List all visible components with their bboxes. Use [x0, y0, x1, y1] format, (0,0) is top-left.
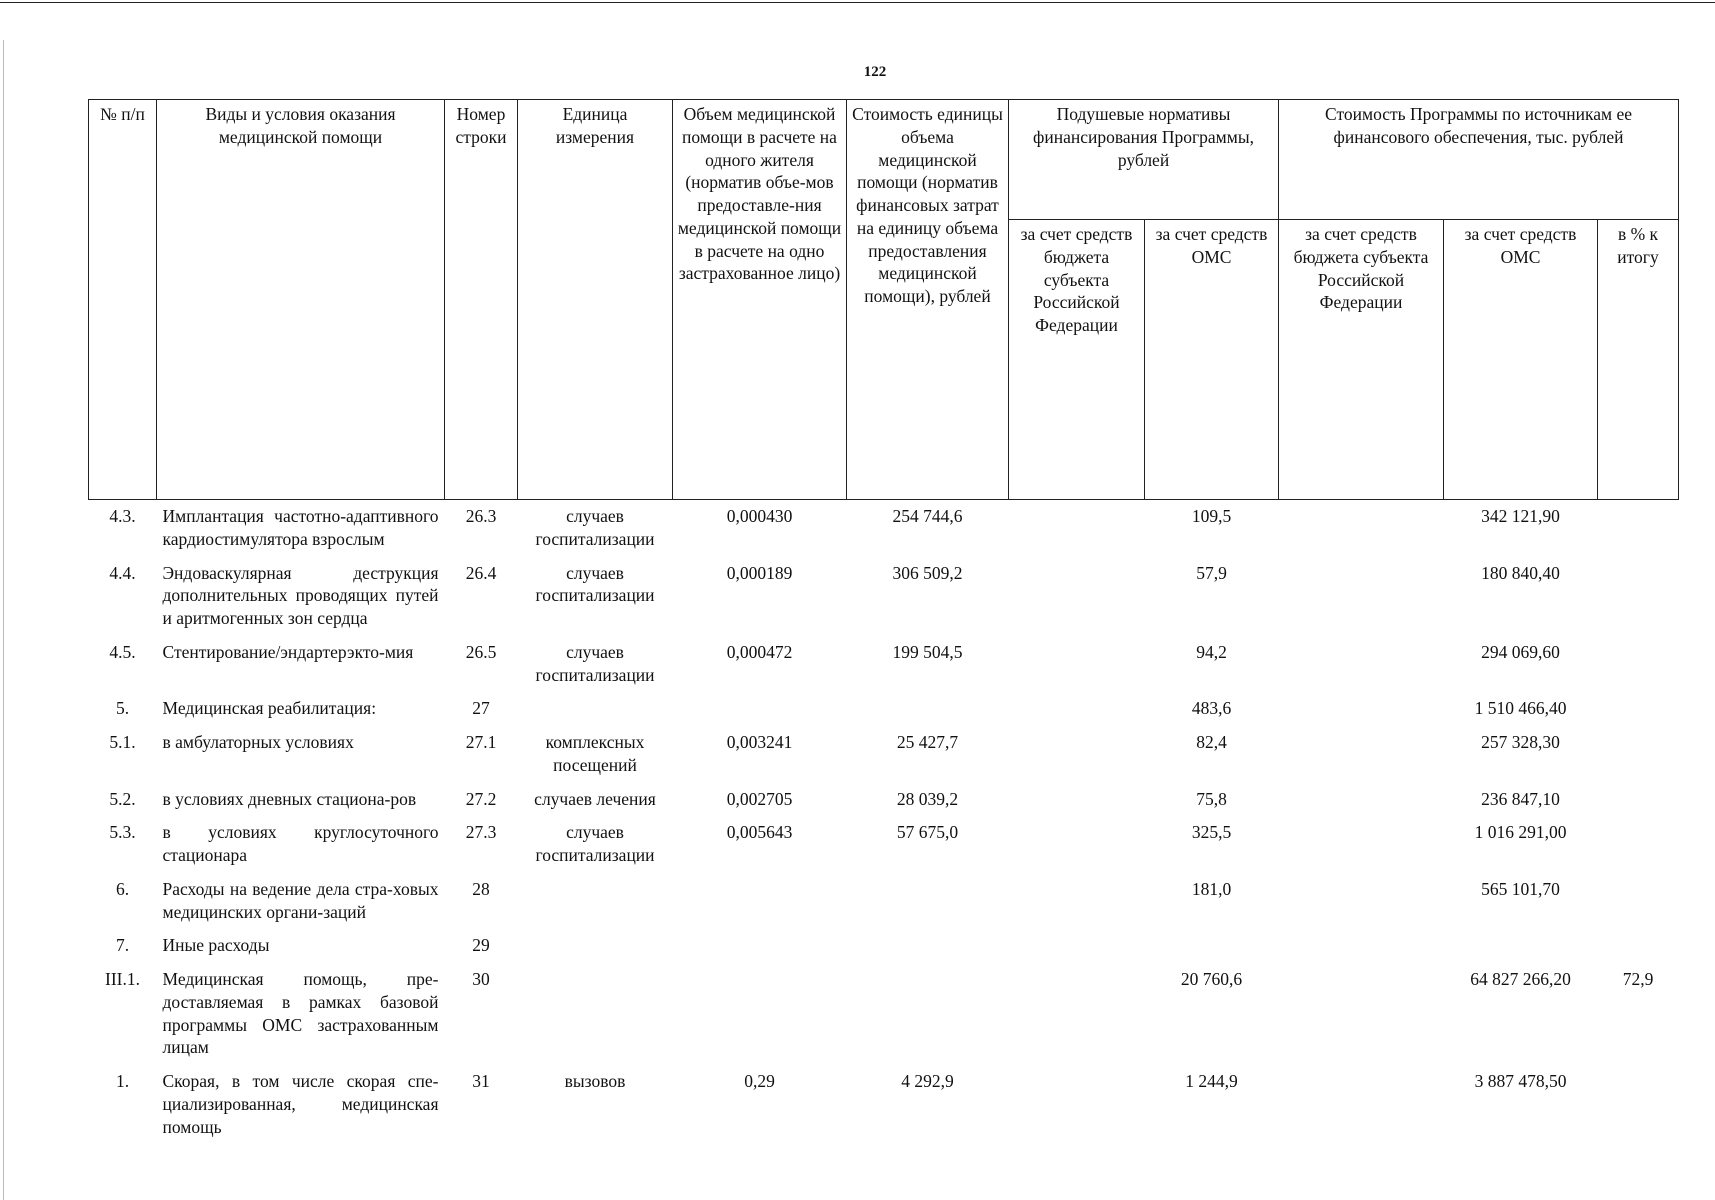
cell-prog-oms: 342 121,90 [1481, 506, 1560, 526]
header-num: № п/п [89, 100, 157, 500]
cell-row-no: 26.4 [465, 562, 497, 583]
cell-row-no: 27.3 [465, 822, 497, 843]
cell-prog-oms: 180 840,40 [1481, 562, 1560, 583]
cell-pc-oms: 94,2 [1196, 641, 1227, 662]
cell-prog-oms: 294 069,60 [1481, 641, 1560, 662]
cell-num: 1. [115, 1071, 130, 1091]
header-cost: Стоимость единицы объема медицинской помощи (норматив финансовых затрат на единицу объема предоставления медицинской помощи), рублей [847, 100, 1009, 500]
cell-num: III.1. [105, 969, 140, 989]
cell-pc-budget [1009, 692, 1145, 726]
cell-prog-pct [1598, 636, 1679, 693]
header-pc-budget: за счет средств бюджета субъекта Российской Федерации [1009, 220, 1145, 500]
header-row-no: Номер строки [445, 100, 518, 500]
cell-cost: 28 039,2 [896, 788, 959, 809]
cell-cost: 199 504,5 [892, 641, 963, 662]
cell-row-no: 30 [472, 969, 490, 989]
cell-prog-oms: 64 827 266,20 [1470, 969, 1571, 989]
cell-name: Расходы на ведение дела стра-ховых медицинских органи-заций [162, 878, 439, 922]
cell-prog-budget [1279, 692, 1444, 726]
cell-prog-pct [1598, 557, 1679, 636]
table-row [89, 726, 1679, 783]
cell-prog-budget [1279, 873, 1444, 930]
cell-prog-pct [1598, 783, 1679, 817]
cell-pc-budget [1009, 636, 1145, 693]
cell-prog-budget [1279, 636, 1444, 693]
cell-volume: 0,002705 [726, 788, 793, 809]
cell-volume: 0,003241 [726, 732, 793, 752]
table-row [89, 783, 1679, 817]
cell-name: Имплантация частотно-адаптивного кардиостимулятора взрослым [162, 506, 439, 549]
cell-prog-budget [1279, 1065, 1444, 1144]
cell-prog-pct [1598, 816, 1679, 873]
cell-num: 4.4. [109, 562, 136, 583]
table-row [89, 1065, 1679, 1144]
cell-num: 5. [115, 698, 130, 719]
cell-name: Медицинская реабилитация: [162, 698, 377, 719]
cell-cost: 4 292,9 [901, 1071, 954, 1091]
top-border-line [0, 2, 1715, 3]
cell-pc-budget [1009, 783, 1145, 817]
cell-volume [673, 963, 847, 1065]
cell-volume: 0,29 [744, 1071, 775, 1091]
cell-pc-budget [1009, 726, 1145, 783]
program-cost-table [88, 99, 1679, 1144]
cell-volume [673, 692, 847, 726]
cell-unit: комплексных посещений [545, 732, 645, 775]
cell-unit: случаев госпитализации [535, 506, 655, 549]
cell-name: в условиях дневных стациона-ров [162, 788, 417, 809]
cell-pc-budget [1009, 873, 1145, 930]
header-prog-oms: за счет средств ОМС [1444, 220, 1598, 500]
cell-unit: случаев госпитализации [535, 822, 655, 865]
cell-prog-budget [1279, 963, 1444, 1065]
cell-pc-budget [1009, 500, 1145, 557]
cell-row-no: 29 [472, 935, 490, 956]
table-row [89, 873, 1679, 930]
cell-row-no: 28 [472, 878, 490, 899]
cell-num: 5.3. [109, 822, 136, 843]
cell-unit: случаев госпитализации [535, 562, 655, 606]
cell-pc-oms [1145, 929, 1279, 963]
header-volume: Объем медицинской помощи в расчете на одного жителя (норматив объе-мов предоставле-ния медицинской помощи в расчете на одно застрахованное лицо) [673, 100, 847, 500]
cell-prog-pct: 72,9 [1622, 969, 1654, 989]
cell-cost: 25 427,7 [896, 732, 959, 752]
cell-volume [673, 873, 847, 930]
cell-name: Эндоваскулярная деструкция дополнительных проводящих путей и аритмогенных зон сердца [162, 562, 439, 628]
cell-unit: случаев госпитализации [535, 641, 655, 685]
cell-cost: 254 744,6 [892, 506, 963, 526]
cell-row-no: 27 [472, 698, 490, 719]
cell-pc-budget [1009, 557, 1145, 636]
table-row [89, 636, 1679, 693]
header-kind: Виды и условия оказания медицинской помощи [157, 100, 445, 500]
cell-prog-oms: 565 101,70 [1481, 878, 1560, 899]
cell-cost: 57 675,0 [896, 822, 959, 843]
cell-prog-pct [1598, 873, 1679, 930]
cell-prog-oms: 236 847,10 [1481, 788, 1560, 809]
cell-name: в амбулаторных условиях [162, 732, 354, 752]
cell-pc-oms: 1 244,9 [1185, 1071, 1238, 1091]
cell-prog-budget [1279, 783, 1444, 817]
cell-prog-oms: 3 887 478,50 [1474, 1071, 1567, 1091]
cell-volume: 0,000189 [726, 562, 793, 583]
cell-pc-oms: 75,8 [1196, 788, 1227, 809]
table-header [89, 100, 1679, 500]
cell-name: Медицинская помощь, пре-доставляемая в рамках базовой программы ОМС застрахованным лицам [162, 969, 439, 1058]
cell-pc-oms: 483,6 [1191, 698, 1232, 719]
cell-num: 5.1. [109, 732, 136, 752]
page-number: 122 [863, 64, 887, 80]
cell-prog-oms: 257 328,30 [1481, 732, 1560, 752]
cell-row-no: 26.3 [465, 506, 497, 526]
cell-unit [518, 963, 673, 1065]
cell-num: 5.2. [109, 788, 136, 809]
header-prog-pct: в % к итогу [1598, 220, 1679, 500]
header-prog-budget: за счет средств бюджета субъекта Российской Федерации [1279, 220, 1444, 500]
cell-unit: случаев лечения [534, 788, 656, 809]
cell-pc-budget [1009, 929, 1145, 963]
cell-num: 7. [115, 935, 130, 956]
header-program-cost: Стоимость Программы по источникам ее финансового обеспечения, тыс. рублей [1279, 100, 1679, 220]
table-row [89, 557, 1679, 636]
cell-row-no: 27.1 [465, 732, 497, 752]
table-row [89, 816, 1679, 873]
cell-prog-pct [1598, 692, 1679, 726]
cell-name: Стентирование/эндартерэкто-мия [162, 641, 414, 662]
table-row [89, 692, 1679, 726]
cell-unit [518, 929, 673, 963]
cell-row-no: 26.5 [465, 641, 497, 662]
cell-pc-oms: 20 760,6 [1180, 969, 1243, 989]
cell-prog-oms: 1 016 291,00 [1474, 822, 1567, 843]
cell-pc-oms: 57,9 [1196, 562, 1227, 583]
cell-prog-budget [1279, 557, 1444, 636]
header-per-capita: Подушевые нормативы финансирования Программы, рублей [1009, 100, 1279, 220]
cell-prog-budget [1279, 726, 1444, 783]
cell-cost [847, 873, 1009, 930]
table-row [89, 963, 1679, 1065]
cell-row-no: 31 [472, 1071, 490, 1091]
cell-num: 4.3. [109, 506, 136, 526]
cell-pc-budget [1009, 963, 1145, 1065]
cell-prog-budget [1279, 500, 1444, 557]
cell-prog-oms [1444, 929, 1598, 963]
cell-pc-oms: 82,4 [1196, 732, 1227, 752]
table-row [89, 500, 1679, 557]
header-pc-oms: за счет средств ОМС [1145, 220, 1279, 500]
cell-volume: 0,000430 [726, 506, 793, 526]
cell-prog-oms: 1 510 466,40 [1474, 698, 1567, 719]
cell-prog-pct [1598, 500, 1679, 557]
table-row [89, 929, 1679, 963]
cell-unit: вызовов [564, 1071, 626, 1091]
cell-cost [847, 963, 1009, 1065]
cell-prog-pct [1598, 1065, 1679, 1144]
cell-prog-pct [1598, 726, 1679, 783]
cell-unit [518, 692, 673, 726]
cell-pc-budget [1009, 816, 1145, 873]
cell-prog-budget [1279, 929, 1444, 963]
cell-volume [673, 929, 847, 963]
cell-row-no: 27.2 [465, 788, 497, 809]
cell-cost [847, 929, 1009, 963]
cell-name: в условиях круглосуточного стационара [162, 822, 439, 865]
cell-cost [847, 692, 1009, 726]
cell-pc-oms: 109,5 [1191, 506, 1232, 526]
cell-pc-oms: 181,0 [1191, 878, 1232, 899]
cell-name: Иные расходы [162, 935, 270, 956]
cell-pc-budget [1009, 1065, 1145, 1144]
header-unit: Единица измерения [518, 100, 673, 500]
cell-volume: 0,000472 [726, 641, 793, 662]
left-margin-line [3, 40, 4, 1200]
cell-num: 4.5. [109, 641, 136, 662]
cell-name: Скорая, в том числе скорая спе-циализированная, медицинская помощь [162, 1071, 439, 1137]
table-body [89, 500, 1679, 1145]
cell-volume: 0,005643 [726, 822, 793, 843]
cell-cost: 306 509,2 [892, 562, 963, 583]
cell-prog-pct [1598, 929, 1679, 963]
cell-prog-budget [1279, 816, 1444, 873]
cell-num: 6. [115, 878, 130, 899]
cell-pc-oms: 325,5 [1191, 822, 1232, 843]
cell-unit [518, 873, 673, 930]
